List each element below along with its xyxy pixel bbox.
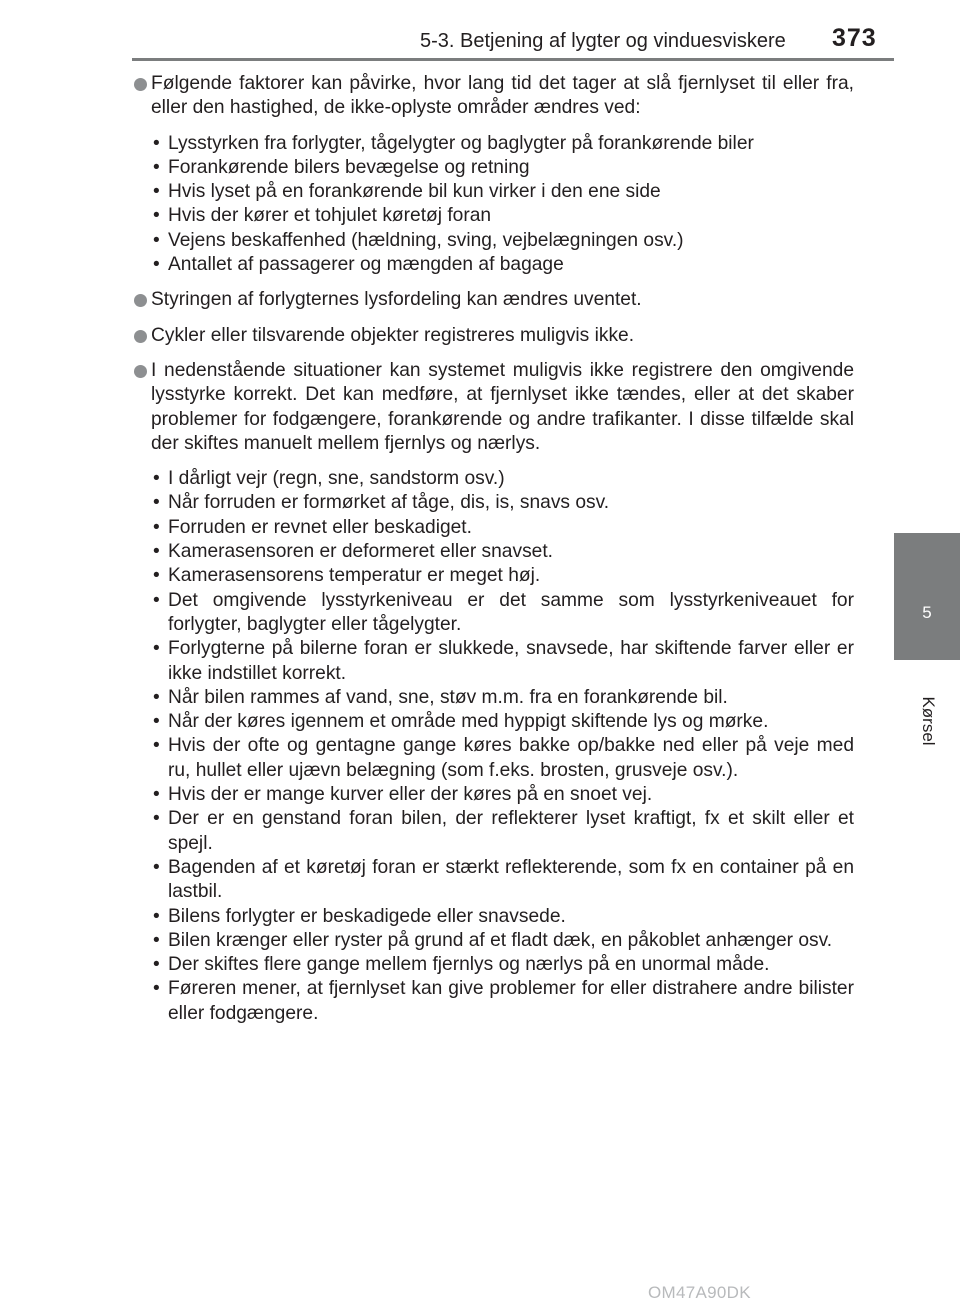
bullet-icon: • (153, 856, 160, 878)
list-item-text: Kamerasensoren er deformeret eller snavset. (168, 541, 553, 563)
list-item (134, 180, 854, 204)
bullet-icon: • (153, 565, 160, 587)
chapter-tab (894, 533, 960, 660)
chapter-number: 5 (922, 603, 932, 622)
list-item (134, 686, 854, 710)
list-item-text: Der er en genstand foran bilen, der reflekterer lyset kraftigt, fx et skilt eller et spejl. (168, 808, 854, 854)
list-item (134, 516, 854, 540)
list-item (134, 132, 854, 156)
list-item (134, 540, 854, 564)
bullet-icon: • (153, 541, 160, 563)
bullet-icon: • (153, 905, 160, 927)
bullet-icon: • (153, 254, 160, 276)
paragraph-text: Styringen af forlygternes lysfordeling kan ændres uventet. (151, 289, 642, 311)
list-item-text: Hvis der ofte og gentagne gange køres bakke op/bakke ned eller på veje med ru, hullet eller ujævn belægning (som f.eks. brosten, grusveje osv.). (168, 735, 854, 781)
list-item (134, 589, 854, 638)
bullet-icon: • (153, 784, 160, 806)
list-item (134, 783, 854, 807)
list-item-text: Forruden er revnet eller beskadiget. (168, 516, 472, 538)
bullet-icon: • (153, 638, 160, 660)
list-item-text: Det omgivende lysstyrkeniveau er det samme som lysstyrkeniveauet for forlygter, baglygter eller tågelygter. (168, 589, 854, 635)
list-item (134, 807, 854, 856)
sub-list (134, 132, 854, 278)
list-item (134, 953, 854, 977)
list-item-text: Når forruden er formørket af tåge, dis, is, snavs osv. (168, 492, 610, 514)
bullet-icon: • (153, 735, 160, 757)
list-item-text: Hvis der er mange kurver eller der køres på en snoet vej. (168, 784, 653, 806)
list-item (134, 710, 854, 734)
list-item (134, 204, 854, 228)
paragraph-text: Cykler eller tilsvarende objekter registreres muligvis ikke. (151, 324, 635, 346)
page-content (134, 72, 854, 1037)
page-number: 373 (832, 24, 877, 52)
sub-list (134, 467, 854, 1026)
bullet-icon: • (153, 492, 160, 514)
bullet-dot-icon (134, 78, 147, 91)
bullet-paragraph (134, 288, 854, 312)
section-title: 5-3. Betjening af lygter og vinduesviskere (420, 30, 786, 52)
bullet-dot-icon (134, 294, 147, 307)
list-item-text: Lysstyrken fra forlygter, tågelygter og baglygter på forankørende biler (168, 132, 754, 154)
bullet-dot-icon (134, 365, 147, 378)
paragraph-text: I nedenstående situationer kan systemet muligvis ikke registrere den omgivende lysstyrke korrekt. Det kan medføre, at fjernlyset ikke tændes, eller at det skaber problemer for fodgængere, forankørende og andre trafikanter. I disse tilfælde skal der skiftes manuelt mellem fjernlys og nærlys. (151, 359, 854, 454)
bullet-icon: • (153, 954, 160, 976)
bullet-paragraph (134, 72, 854, 121)
list-item-text: Føreren mener, at fjernlyset kan give problemer for eller distrahere andre bilister eller fodgængere. (168, 978, 854, 1024)
list-item (134, 467, 854, 491)
paragraph-text: Følgende faktorer kan påvirke, hvor lang tid det tager at slå fjernlyset til eller fra, eller den hastighed, de ikke-oplyste områder ændres ved: (151, 73, 854, 119)
list-item-text: Hvis der kører et tohjulet køretøj foran (168, 205, 492, 227)
bullet-icon: • (153, 468, 160, 490)
list-item-text: Bilens forlygter er beskadigede eller snavsede. (168, 905, 566, 927)
list-item-text: Når bilen rammes af vand, sne, støv m.m. fra en forankørende bil. (168, 686, 728, 708)
list-item (134, 564, 854, 588)
list-item (134, 734, 854, 783)
list-item-text: Forankørende bilers bevægelse og retning (168, 156, 530, 178)
page-header (0, 0, 960, 60)
list-item-text: I dårligt vejr (regn, sne, sandstorm osv.) (168, 468, 505, 490)
list-item-text: Bilen krænger eller ryster på grund af et fladt dæk, en påkoblet anhænger osv. (168, 929, 833, 951)
bullet-icon: • (153, 929, 160, 951)
list-item-text: Der skiftes flere gange mellem fjernlys og nærlys på en unormal måde. (168, 954, 770, 976)
list-item (134, 156, 854, 180)
bullet-icon: • (153, 156, 160, 178)
bullet-paragraph (134, 324, 854, 348)
bullet-icon: • (153, 711, 160, 733)
bullet-icon: • (153, 978, 160, 1000)
bullet-icon: • (153, 589, 160, 611)
list-item (134, 905, 854, 929)
footer-watermark: OM47A90DK (648, 1283, 751, 1302)
list-item-text: Når der køres igennem et område med hyppigt skiftende lys og mørke. (168, 711, 769, 733)
list-item (134, 491, 854, 515)
bullet-icon: • (153, 516, 160, 538)
list-item-text: Bagenden af et køretøj foran er stærkt reflekterende, som fx en container på en lastbil. (168, 856, 854, 903)
list-item-text: Hvis lyset på en forankørende bil kun virker i den ene side (168, 181, 661, 203)
bullet-icon: • (153, 686, 160, 708)
chapter-label: Kørsel (919, 696, 938, 746)
list-item (134, 856, 854, 905)
list-item (134, 253, 854, 277)
bullet-paragraph (134, 359, 854, 456)
list-item-text: Antallet af passagerer og mængden af bagage (168, 254, 564, 276)
header-divider (132, 58, 894, 61)
list-item (134, 229, 854, 253)
list-item (134, 637, 854, 686)
bullet-icon: • (153, 132, 160, 154)
bullet-icon: • (153, 808, 160, 830)
bullet-dot-icon (134, 330, 147, 343)
list-item (134, 929, 854, 953)
bullet-icon: • (153, 181, 160, 203)
list-item-text: Forlygterne på bilerne foran er slukkede, snavsede, har skiftende farver eller er ikke indstillet korrekt. (168, 638, 854, 684)
list-item-text: Vejens beskaffenhed (hældning, sving, vejbelægningen osv.) (168, 229, 684, 251)
bullet-icon: • (153, 205, 160, 227)
bullet-icon: • (153, 229, 160, 251)
list-item-text: Kamerasensorens temperatur er meget høj. (168, 565, 541, 587)
list-item (134, 977, 854, 1026)
